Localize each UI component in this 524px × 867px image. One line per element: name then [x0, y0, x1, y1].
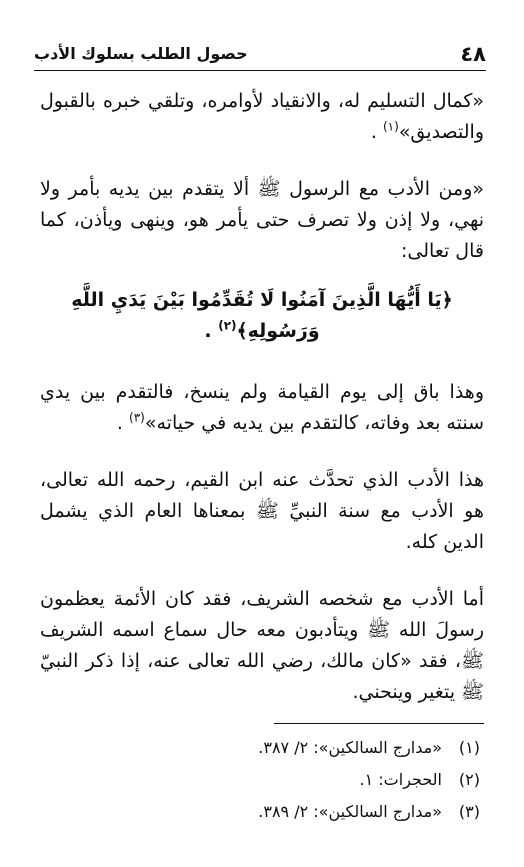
paragraph-text: «كمال التسليم له، والانقياد لأوامره، وتلقي خبره بالقبول والتصديق» [40, 90, 484, 143]
paragraph-end: . [116, 412, 123, 434]
footnote-text: «مدارج السالكين»: ٢/ ٣٨٧. [258, 738, 442, 757]
footnote-marker: (٢) [218, 318, 237, 333]
paragraph-commentary-2 [40, 584, 484, 708]
paragraph-end: . [370, 121, 377, 143]
paragraph-end: . [204, 320, 212, 342]
footnote-text: «مدارج السالكين»: ٢/ ٣٨٩. [258, 802, 442, 821]
footnote-number: (١) [458, 738, 480, 757]
footnote-item [40, 764, 480, 796]
paragraph-text: هذا الأدب الذي تحدَّث عنه ابن القيم، رحمه الله تعالى، هو الأدب مع سنة النبيِّ ﷺ بمعناها العام الذي يشمل الدين كله. [40, 469, 484, 553]
footnotes [40, 732, 480, 828]
paragraph-text: «ومن الأدب مع الرسول ﷺ ألا يتقدم بين يديه بأمر ولا نهي، ولا إذن ولا تصرف حتى يأمر هو، وينهى ويأذن، كما قال تعالى: [40, 178, 484, 262]
footnote-number: (٣) [458, 802, 480, 821]
footnote-separator [274, 723, 484, 724]
footnote-marker: (١) [382, 119, 399, 134]
paragraph-quote-1 [40, 86, 484, 148]
footnote-item [40, 732, 480, 764]
verse-text: ﴿يَا أَيُّهَا الَّذِينَ آمَنُوا لَا تُقَدِّمُوا بَيْنَ يَدَيِ اللَّهِ وَرَسُولِهِ﴾ [71, 289, 453, 342]
body-text [40, 86, 484, 734]
paragraph-quote-2 [40, 174, 484, 267]
paragraph-text: أما الأدب مع شخصه الشريف، فقد كان الأئمة يعظمون رسولَ الله ﷺ ويتأدبون معه حال سماع اسمه الشريف ﷺ، فقد «كان مالك، رضي الله تعالى عنه، إذا ذكر النبيّ ﷺ يتغير وينحني. [40, 588, 484, 703]
page-header [34, 40, 486, 71]
footnote-marker: (٣) [129, 410, 145, 425]
paragraph-commentary-1 [40, 465, 484, 558]
quran-verse [40, 285, 484, 347]
running-title: حصول الطلب بسلوك الأدب [34, 44, 248, 63]
page-number: ٤٨ [460, 42, 486, 66]
paragraph-text: وهذا باق إلى يوم القيامة ولم ينسخ، فالتقدم بين يدي سنته بعد وفاته، كالتقدم بين يديه في حياته» [40, 381, 484, 434]
paragraph-quote-3 [40, 377, 484, 439]
footnote-text: الحجرات: ١. [359, 770, 442, 789]
footnote-item [40, 796, 480, 828]
footnote-number: (٢) [458, 770, 480, 789]
